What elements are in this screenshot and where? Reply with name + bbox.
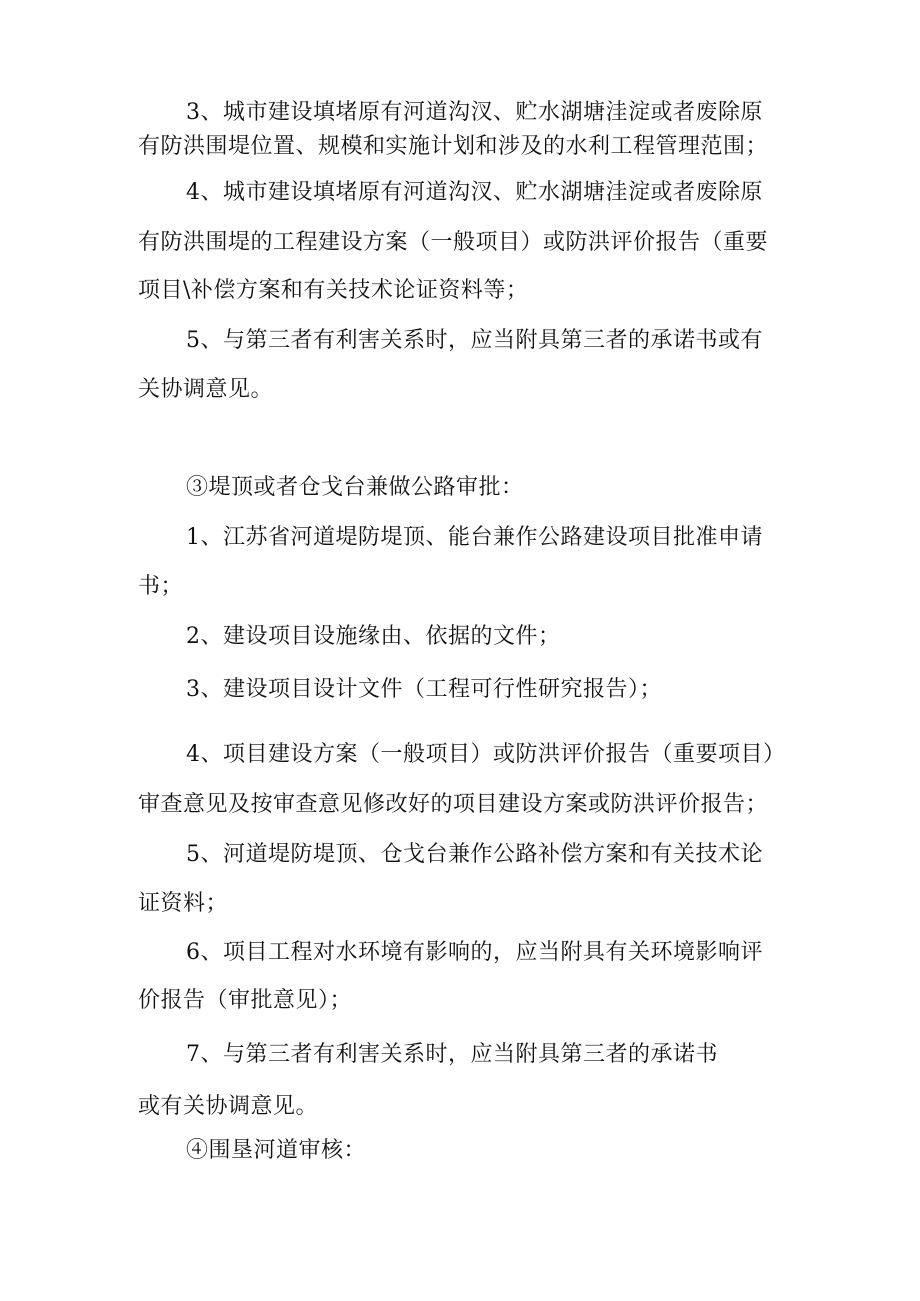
- text-line: 4、项目建设方案（一般项目）或防洪评价报告（重要项目）: [186, 742, 786, 767]
- text-line: 关协调意见。: [138, 377, 274, 402]
- text-line: 有防洪围堤位置、规模和实施计划和涉及的水利工程管理范围；: [138, 134, 769, 159]
- text-line: 或有关协调意见。: [138, 1094, 319, 1119]
- text-line: 5、河道堤防堤顶、仓戈台兼作公路补偿方案和有关技术论: [186, 842, 763, 867]
- text-line: 5、与第三者有利害关系时，应当附具第三者的承诺书或有: [186, 328, 763, 353]
- text-line: 证资料；: [138, 891, 229, 916]
- text-line: 6、项目工程对水环境有影响的，应当附具有关环境影响评: [186, 940, 763, 965]
- text-line: 3、建设项目设计文件（工程可行性研究报告）；: [186, 677, 662, 702]
- text-line: 7、与第三者有利害关系时，应当附具第三者的承诺书: [186, 1042, 718, 1067]
- text-line: 4、城市建设填堵原有河道沟汊、贮水湖塘洼淀或者废除原: [186, 180, 763, 205]
- section-heading: ④围垦河道审核：: [186, 1138, 367, 1163]
- text-line: 有防洪围堤的工程建设方案（一般项目）或防洪评价报告（重要: [138, 230, 769, 255]
- text-line: 审查意见及按审查意见修改好的项目建设方案或防洪评价报告；: [138, 792, 769, 817]
- text-line: 2、建设项目设施缘由、依据的文件；: [186, 624, 561, 649]
- section-heading: ③堤顶或者仓戈台兼做公路审批：: [186, 475, 524, 500]
- text-line: 价报告（审批意见）；: [138, 988, 353, 1013]
- text-line: 项目\补偿方案和有关技术论证资料等；: [138, 278, 529, 303]
- text-line: 1、江苏省河道堤防堤顶、能台兼作公路建设项目批准申请: [186, 525, 763, 550]
- text-line: 书；: [138, 574, 184, 599]
- text-line: 3、城市建设填堵原有河道沟汊、贮水湖塘洼淀或者废除原: [186, 100, 763, 125]
